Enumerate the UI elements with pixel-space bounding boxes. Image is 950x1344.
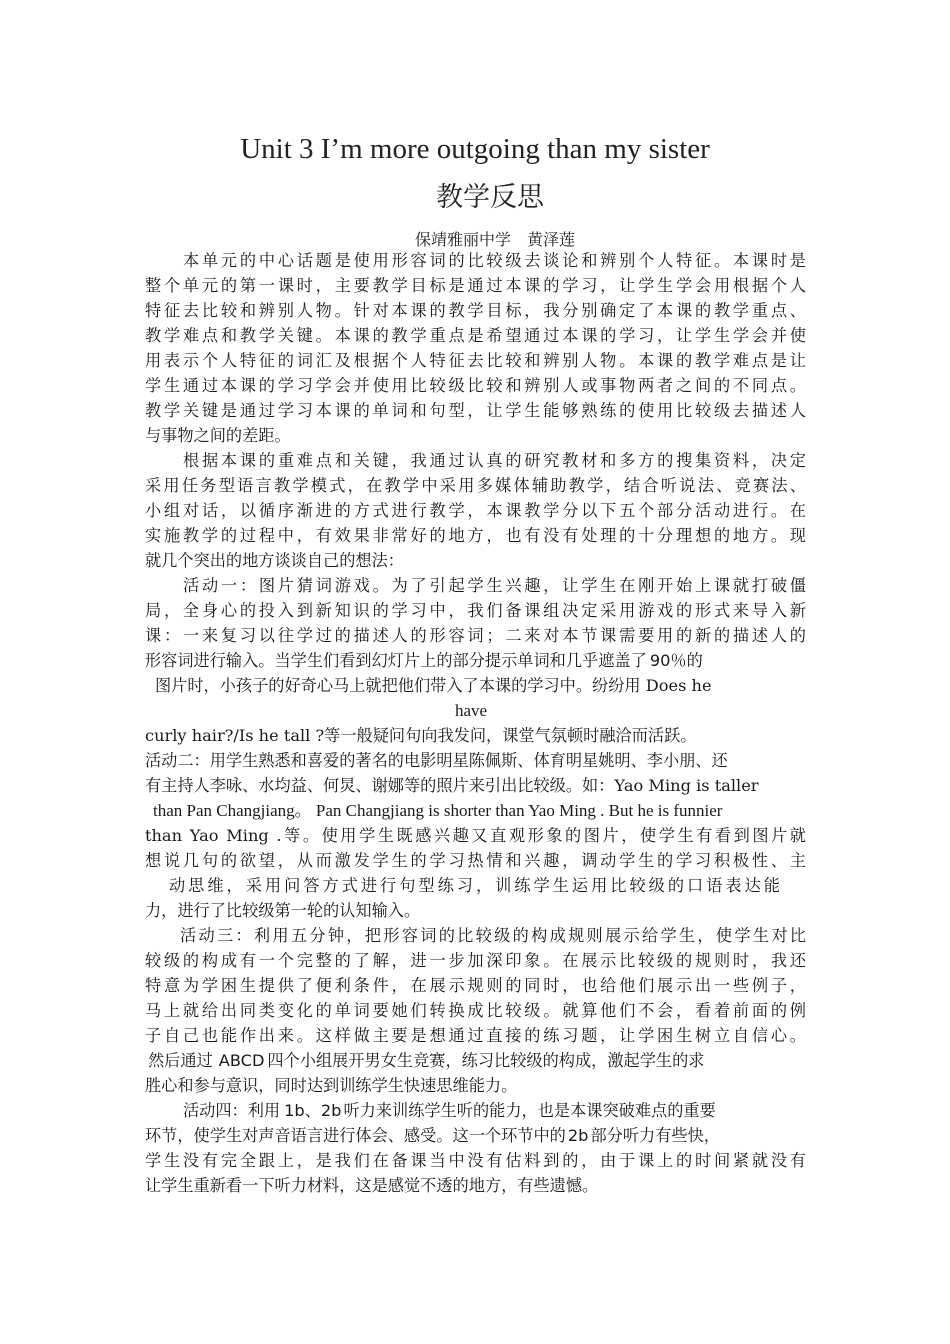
line-text: 形容词进行输入。当学生们看到幻灯片上的部分提示单词和几乎遮盖了 xyxy=(145,651,647,670)
document-title-chinese: 教学反思 xyxy=(436,182,544,213)
group-names: ABCD xyxy=(218,1051,265,1070)
paragraph-line: than Yao Ming .等。使用学生既感兴趣又直观形象的图片，使学生有看到图片就 xyxy=(145,826,806,845)
paragraph-line: 教学难点和教学关键。本课的教学重点是希望通过本课的学习，让学生学会并使 xyxy=(145,326,806,345)
paragraph-line: 本单元的中心话题是使用形容词的比较级去谈论和辨别个人特征。本课时是 xyxy=(183,251,806,270)
paragraph-line: 小组对话，以循序渐进的方式进行教学，本课教学分以下五个部分活动进行。在 xyxy=(145,501,806,520)
line-text: 环节，使学生对声音语言进行体会、感受。这一个环节中的 xyxy=(145,1126,566,1145)
paragraph-line: 就几个突出的地方谈谈自己的想法： xyxy=(145,551,404,570)
percentage-value: 90％ xyxy=(649,651,687,670)
paragraph-line: 有主持人李咏、水均益、何炅、谢娜等的照片来引出比较级。如：Yao Ming is taller xyxy=(145,776,759,795)
paragraph-line: 想说几句的欲望，从而激发学生的学习热情和兴趣，调动学生的学习积极性、主 xyxy=(145,851,806,870)
line-text: 四个小组展开男女生竞赛，练习比较级的构成，激起学生的求 xyxy=(267,1051,705,1070)
paragraph-line: 整个单元的第一课时，主要教学目标是通过本课的学习，让学生学会用根据个人 xyxy=(145,276,806,295)
paragraph-line: 采用任务型语言教学模式，在教学中采用多媒体辅助教学，结合听说法、竞赛法、 xyxy=(145,476,806,495)
paragraph-line: than Pan Changjiang。 Pan Changjiang is shorter than Yao Ming . But he is funnier xyxy=(153,801,723,820)
paragraph-line: 课：一来复习以往学过的描述人的形容词；二来对本节课需要用的新的描述人的 xyxy=(145,626,806,645)
paragraph-line: 子自己也能作出来。这样做主要是想通过直接的练习题，让学困生树立自信心。 xyxy=(145,1026,806,1045)
paragraph-line: 学生通过本课的学习学会并使用比较级比较和辨别人或事物两者之间的不同点。 xyxy=(145,376,806,395)
line-text: 活动四：利用 xyxy=(183,1101,281,1120)
paragraph-line: 胜心和参与意识，同时达到训练学生快速思维能力。 xyxy=(145,1076,518,1095)
paragraph-line: 图片时，小孩子的好奇心马上就把他们带入了本课的学习中。纷纷用 Does he xyxy=(155,676,712,695)
document-title-english: Unit 3 I’m more outgoing than my sister xyxy=(240,133,710,165)
line-text: 部分听力有些快， xyxy=(590,1126,720,1145)
paragraph-line: 局，全身心的投入到新知识的学习中，我们备课组决定采用游戏的形式来导入新 xyxy=(145,601,806,620)
paragraph-line: 根据本课的重难点和关键，我通过认真的研究教材和多方的搜集资料，决定 xyxy=(183,451,806,470)
line-text: 听力来训练学生听的能力，也是本课突破难点的重要 xyxy=(343,1101,716,1120)
exercise-ids: 1b、2b xyxy=(284,1101,342,1120)
paragraph-line: 教学关键是通过学习本课的单词和句型，让学生能够熟练的使用比较级去描述人 xyxy=(145,401,806,420)
paragraph-line xyxy=(183,1098,716,1123)
paragraph-line xyxy=(148,1048,704,1073)
paragraph-line xyxy=(145,1123,720,1148)
paragraph-line: curly hair?/Is he tall ?等一般疑问句向我发问，课堂气氛顿时融洽而活跃。 xyxy=(145,726,697,745)
exercise-id: 2b xyxy=(567,1126,589,1145)
paragraph-line: 力，进行了比较级第一轮的认知输入。 xyxy=(145,901,421,920)
paragraph-line: have xyxy=(455,701,488,720)
paragraph-line: 与事物之间的差距。 xyxy=(145,426,291,445)
paragraph-line: 特征去比较和辨别人物。针对本课的教学目标，我分别确定了本课的教学重点、 xyxy=(145,301,806,320)
paragraph-line xyxy=(145,648,703,673)
paragraph-line: 实施教学的过程中，有效果非常好的地方，也有没有处理的十分理想的地方。现 xyxy=(145,526,806,545)
paragraph-line: 较级的构成有一个完整的了解，进一步加深印象。在展示比较级的规则时，我还 xyxy=(145,951,806,970)
paragraph-line: 用表示个人特征的词汇及根据个人特征去比较和辨别人物。本课的教学难点是让 xyxy=(145,351,806,370)
paragraph-line: 活动三：利用五分钟，把形容词的比较级的构成规则展示给学生，使学生对比 xyxy=(180,926,806,945)
paragraph-line: 学生没有完全跟上，是我们在备课当中没有估料到的，由于课上的时间紧就没有 xyxy=(145,1151,806,1170)
paragraph-line: 马上就给出同类变化的单词要她们转换成比较级。就算他们不会，看着前面的例 xyxy=(145,1001,806,1020)
paragraph-line: 动思维，采用问答方式进行句型练习，训练学生运用比较级的口语表达能 xyxy=(169,876,780,895)
paragraph-line: 让学生重新看一下听力材料，这是感觉不透的地方，有些遗憾。 xyxy=(145,1176,599,1195)
document-author: 保靖雅丽中学 黄泽莲 xyxy=(414,230,575,249)
paragraph-line: 活动二：用学生熟悉和喜爱的著名的电影明星陈佩斯、体育明星姚明、李小朋、还 xyxy=(145,751,728,770)
line-text: 然后通过 xyxy=(148,1051,213,1070)
line-text: 的 xyxy=(686,651,703,670)
paragraph-line: 活动一：图片猜词游戏。为了引起学生兴趣，让学生在刚开始上课就打破僵 xyxy=(183,576,806,595)
paragraph-line: 特意为学困生提供了便利条件，在展示规则的同时，也给他们展示出一些例子， xyxy=(145,976,806,995)
